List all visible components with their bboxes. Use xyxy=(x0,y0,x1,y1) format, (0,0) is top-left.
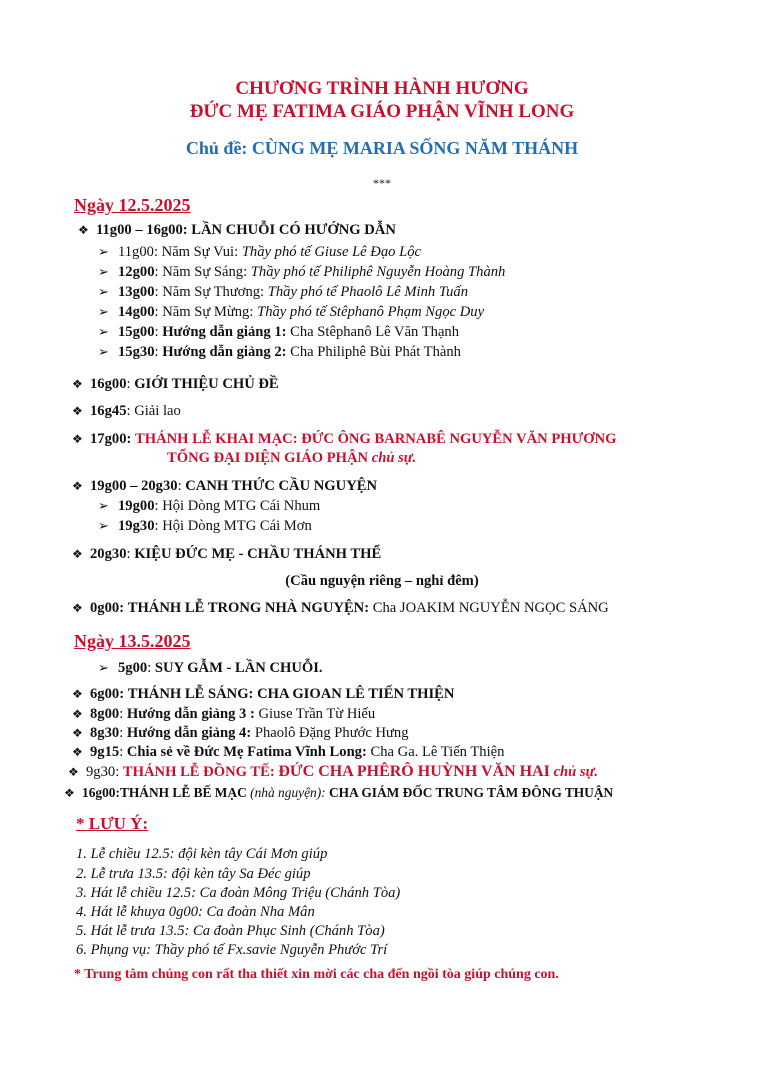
arrow-bullet-icon: ➢ xyxy=(98,498,109,513)
closing-invitation: * Trung tâm chúng con rất tha thiết xin mời các cha đến ngồi tòa giúp chúng con. xyxy=(74,967,559,982)
diamond-bullet-icon: ❖ xyxy=(72,377,83,391)
vigil-item: ➢ 19g30: Hội Dòng MTG Cái Mơn xyxy=(98,518,312,534)
arrow-bullet-icon: ➢ xyxy=(98,244,109,259)
note-item: 3. Hát lễ chiều 12.5: Ca đoàn Mông Triệu (Chánh Tòa) xyxy=(76,885,401,901)
rosary-item: ➢ 11g00: Năm Sự Vui: Thầy phó tế Giuse Lê Đạo Lộc xyxy=(98,244,421,260)
concelebrated-mass-line: ❖ 9g30: THÁNH LỄ ĐỒNG TẾ: ĐỨC CHA PHÊRÔ HUỲNH VĂN HAI chủ sự. xyxy=(68,763,598,780)
diamond-bullet-icon: ❖ xyxy=(72,404,83,418)
title-line-2: ĐỨC MẸ FATIMA GIÁO PHẬN VĨNH LONG xyxy=(189,101,575,122)
theme-line: Chủ đề: CÙNG MẸ MARIA SỐNG NĂM THÁNH xyxy=(185,138,579,158)
diamond-bullet-icon: ❖ xyxy=(72,479,83,493)
procession-line: ❖ 20g30: KIỆU ĐỨC MẸ - CHẦU THÁNH THỂ xyxy=(72,546,382,562)
note-item: 5. Hát lễ trưa 13.5: Ca đoàn Phục Sinh (Chánh Tòa) xyxy=(76,923,385,939)
diamond-bullet-icon: ❖ xyxy=(68,765,79,779)
rosary-item: ➢ 13g00: Năm Sự Thương: Thầy phó tế Phaolô Lê Minh Tuấn xyxy=(98,284,469,300)
title-line-1: CHƯƠNG TRÌNH HÀNH HƯƠNG xyxy=(235,78,529,99)
note-item: 1. Lễ chiều 12.5: đội kèn tây Cái Mơn giúp xyxy=(76,846,328,862)
arrow-bullet-icon: ➢ xyxy=(98,304,109,319)
private-prayer-note: (Cầu nguyện riêng – nghỉ đêm) xyxy=(285,573,479,589)
diamond-bullet-icon: ❖ xyxy=(72,601,83,615)
opening-mass-line: ❖ 17g00: THÁNH LỄ KHAI MẠC: ĐỨC ÔNG BARNABÊ NGUYỄN VĂN PHƯƠNG xyxy=(72,431,617,447)
day1-heading: Ngày 12.5.2025 xyxy=(74,195,191,215)
arrow-bullet-icon: ➢ xyxy=(98,324,109,339)
diamond-bullet-icon: ❖ xyxy=(72,726,83,740)
rosary-item: ➢ 14g00: Năm Sự Mừng: Thầy phó tế Stêphanô Phạm Ngọc Duy xyxy=(98,304,485,320)
break-line: ❖ 16g45: Giải lao xyxy=(72,403,181,419)
opening-mass-line-2: TỔNG ĐẠI DIỆN GIÁO PHẬN chủ sự. xyxy=(167,450,417,466)
note-item: 4. Hát lễ khuya 0g00: Ca đoàn Nha Mân xyxy=(76,904,315,920)
rosary-item: ➢ 15g30: Hướng dẫn giảng 2: Cha Philiphê Bùi Phát Thành xyxy=(98,344,461,360)
schedule-line: ❖ 9g15: Chia sẻ về Đức Mẹ Fatima Vĩnh Long: Cha Ga. Lê Tiến Thiện xyxy=(72,744,505,760)
day2-heading: Ngày 13.5.2025 xyxy=(74,631,191,651)
rosary-item: ➢ 15g00: Hướng dẫn giảng 1: Cha Stêphanô Lê Văn Thạnh xyxy=(98,324,460,340)
schedule-line: ❖ 8g30: Hướng dẫn giảng 4: Phaolô Đặng Phước Hưng xyxy=(72,725,409,741)
note-item: 6. Phụng vụ: Thầy phó tế Fx.savie Nguyễn Phước Trí xyxy=(76,942,388,958)
note-item: 2. Lễ trưa 13.5: đội kèn tây Sa Đéc giúp xyxy=(76,866,311,882)
vigil-heading: ❖ 19g00 – 20g30: CANH THỨC CẦU NGUYỆN xyxy=(72,478,378,494)
arrow-bullet-icon: ➢ xyxy=(98,660,109,675)
diamond-bullet-icon: ❖ xyxy=(72,707,83,721)
diamond-bullet-icon: ❖ xyxy=(72,432,83,446)
closing-mass-line: ❖ 16g00:THÁNH LỄ BẾ MẠC (nhà nguyện): CHA GIÁM ĐỐC TRUNG TÂM ĐÔNG THUẬN xyxy=(64,785,614,800)
diamond-bullet-icon: ❖ xyxy=(72,687,83,701)
intro-line: ❖ 16g00: GIỚI THIỆU CHỦ ĐỀ xyxy=(72,376,279,392)
separator-stars: *** xyxy=(373,176,391,190)
arrow-bullet-icon: ➢ xyxy=(98,284,109,299)
diamond-bullet-icon: ❖ xyxy=(72,547,83,561)
rosary-heading: ❖ 11g00 – 16g00: LẦN CHUỖI CÓ HƯỚNG DẪN xyxy=(78,222,396,238)
schedule-line: ❖ 6g00: THÁNH LỄ SÁNG: CHA GIOAN LÊ TIẾN THIỆN xyxy=(72,686,455,702)
schedule-line: ❖ 8g00: Hướng dẫn giảng 3 : Giuse Trần Từ Hiếu xyxy=(72,706,376,722)
night-mass-line: ❖ 0g00: THÁNH LỄ TRONG NHÀ NGUYỆN: Cha JOAKIM NGUYỄN NGỌC SÁNG xyxy=(72,600,609,616)
diamond-bullet-icon: ❖ xyxy=(64,786,75,800)
arrow-bullet-icon: ➢ xyxy=(98,264,109,279)
diamond-bullet-icon: ❖ xyxy=(78,223,89,237)
notes-heading: * LƯU Ý: xyxy=(76,814,149,833)
meditation-line: ➢ 5g00: SUY GẪM - LẦN CHUỖI. xyxy=(98,660,323,676)
diamond-bullet-icon: ❖ xyxy=(72,745,83,759)
rosary-item: ➢ 12g00: Năm Sự Sáng: Thầy phó tế Philiphê Nguyễn Hoàng Thành xyxy=(98,264,506,280)
vigil-item: ➢ 19g00: Hội Dòng MTG Cái Nhum xyxy=(98,498,321,514)
arrow-bullet-icon: ➢ xyxy=(98,518,109,533)
arrow-bullet-icon: ➢ xyxy=(98,344,109,359)
